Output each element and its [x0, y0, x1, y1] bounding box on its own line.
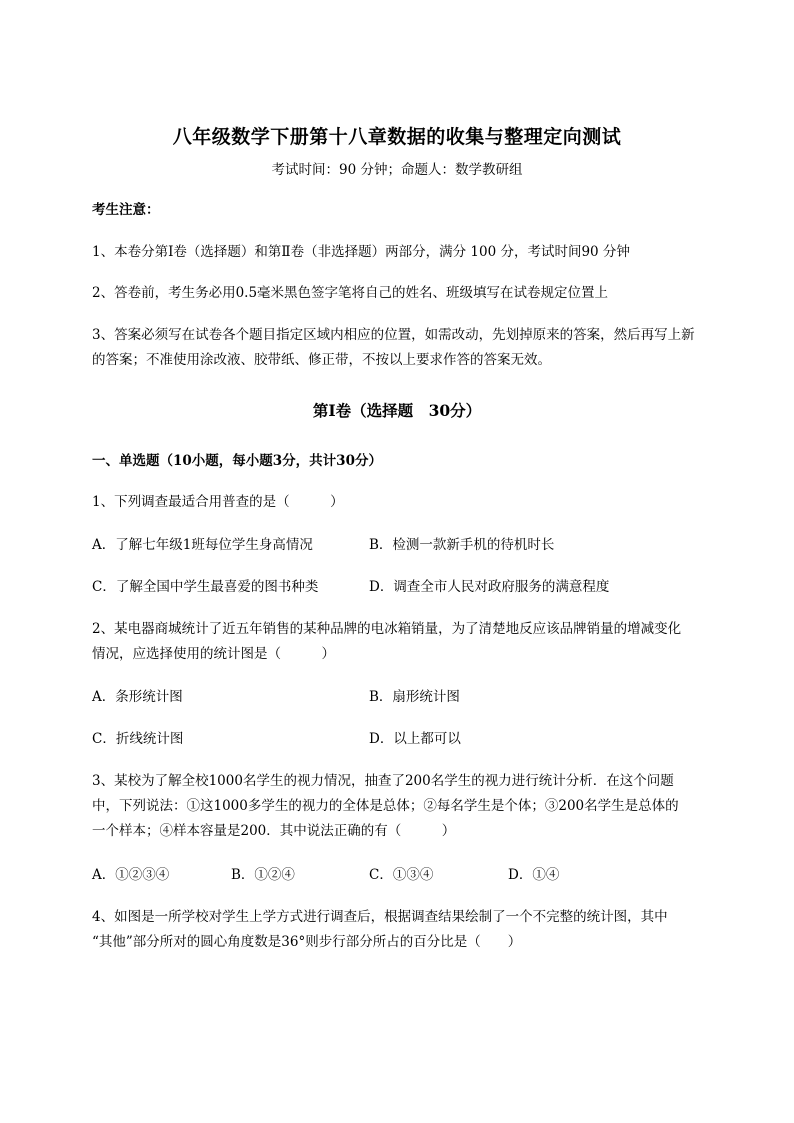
notice-item-3-line-1: 3、答案必须写在试卷各个题目指定区域内相应的位置，如需改动，先划掉原来的答案，然后再写上新: [92, 327, 695, 343]
question-2-option-c: C．折线统计图: [92, 731, 184, 747]
notice-item-1: 1、本卷分第Ⅰ卷（选择题）和第Ⅱ卷（非选择题）两部分，满分 100 分，考试时间90 分钟: [92, 244, 630, 260]
question-3-stem-line-3: 一个样本；④样本容量是200．其中说法正确的有（ ）: [92, 823, 456, 839]
question-1-option-b: B．检测一款新手机的待机时长: [369, 537, 555, 553]
question-3-option-c: C．①③④: [369, 867, 434, 883]
question-1-option-c: C．了解全国中学生最喜爱的图书种类: [92, 579, 319, 595]
exam-info: 考试时间：90 分钟；命题人：数学教研组: [271, 162, 523, 178]
question-2-option-d: D．以上都可以: [369, 731, 461, 747]
question-4-stem-line-1: 4、如图是一所学校对学生上学方式进行调查后，根据调查结果绘制了一个不完整的统计图，其中: [92, 909, 668, 925]
question-1-option-d: D．调查全市人民对政府服务的满意程度: [369, 579, 610, 595]
part-heading: 一、单选题（10小题，每小题3分，共计30分）: [92, 453, 382, 469]
question-3-stem-line-1: 3、某校为了解全校1000名学生的视力情况，抽查了200名学生的视力进行统计分析．在这个问题: [92, 773, 674, 789]
question-3-option-a: A．①②③④: [92, 867, 170, 883]
question-3-option-b: B．①②④: [231, 867, 295, 883]
notice-item-3-line-2: 的答案；不准使用涂改液、胶带纸、修正带，不按以上要求作答的答案无效。: [92, 352, 551, 368]
page-title: 八年级数学下册第十八章数据的收集与整理定向测试: [172, 126, 622, 148]
notice-heading: 考生注意：: [92, 202, 160, 218]
question-2-stem-line-1: 2、某电器商城统计了近五年销售的某种品牌的电冰箱销量，为了清楚地反应该品牌销量的增减变化: [92, 621, 682, 637]
notice-item-2: 2、答卷前，考生务必用0.5毫米黑色签字笔将自己的姓名、班级填写在试卷规定位置上: [92, 285, 609, 301]
question-2-stem-line-2: 情况，应选择使用的统计图是（ ）: [92, 646, 335, 662]
question-1-option-a: A．了解七年级1班每位学生身高情况: [92, 537, 313, 553]
question-2-option-a: A．条形统计图: [92, 689, 183, 705]
question-3-stem-line-2: 中，下列说法：①这1000多学生的视力的全体是总体；②每名学生是个体；③200名学生是总体的: [92, 798, 679, 814]
question-3-option-d: D．①④: [508, 867, 560, 883]
section-title: 第Ⅰ卷（选择题 30分）: [312, 401, 482, 420]
question-2-option-b: B．扇形统计图: [369, 689, 460, 705]
question-1-stem: 1、下列调查最适合用普查的是（ ）: [92, 494, 344, 510]
question-4-stem-line-2: “其他”部分所对的圆心角度数是36°则步行部分所占的百分比是（ ）: [92, 934, 522, 950]
